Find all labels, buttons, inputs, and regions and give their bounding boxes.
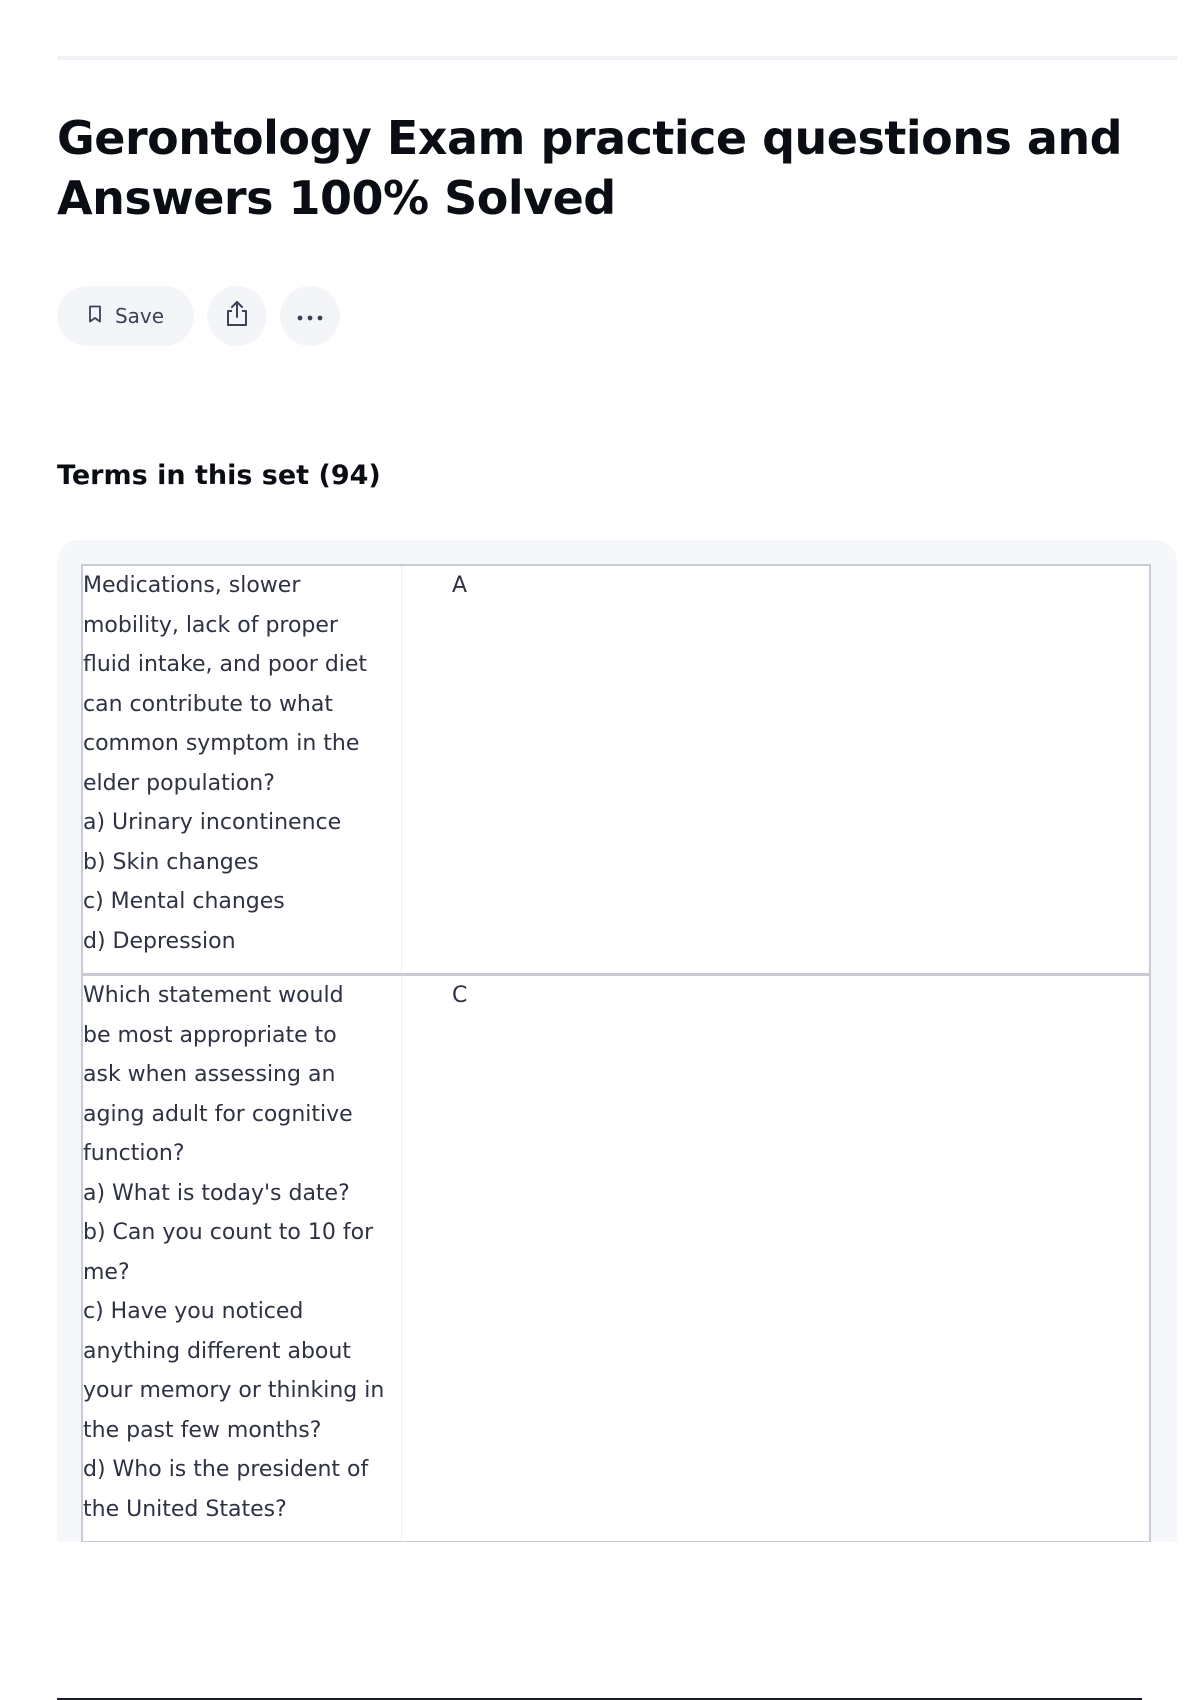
more-icon [295, 307, 325, 326]
term-line: your memory or thinking in [83, 1378, 385, 1403]
term-line: b) Skin changes [83, 849, 259, 875]
save-button[interactable] [57, 286, 194, 346]
term-line: a) What is today's date? [83, 1180, 350, 1206]
term-line: be most appropriate to [83, 1022, 337, 1048]
more-options-button[interactable] [280, 286, 340, 346]
share-button[interactable] [207, 286, 267, 346]
term-line: the past few months? [83, 1417, 322, 1443]
term-line: b) Can you count to 10 for [83, 1220, 374, 1245]
page-title-line-2: Answers 100% Solved [57, 171, 616, 225]
term-line: aging adult for cognitive [83, 1101, 353, 1127]
term-text [82, 565, 402, 975]
term-line: c) Have you noticed [83, 1299, 304, 1324]
term-line: function? [83, 1141, 185, 1166]
bookmark-icon [87, 304, 103, 328]
term-line: c) Mental changes [83, 889, 285, 914]
term-line: ask when assessing an [83, 1062, 336, 1087]
definition-text: C [402, 975, 1151, 1543]
term-line: d) Depression [83, 928, 236, 954]
term-line: fluid intake, and poor diet [83, 652, 368, 677]
term-line: mobility, lack of proper [83, 612, 338, 638]
share-icon [223, 299, 251, 333]
header-divider [57, 56, 1177, 60]
term-row [82, 565, 1150, 975]
term-line: me? [83, 1259, 130, 1285]
terms-panel [57, 540, 1177, 1542]
term-row [82, 975, 1150, 1543]
term-line: Medications, slower [83, 573, 301, 598]
term-line: Which statement would [83, 983, 344, 1008]
term-line: d) Who is the president of [83, 1457, 369, 1482]
page-title [57, 108, 1137, 228]
terms-table [81, 564, 1151, 1542]
page-title-line-1: Gerontology Exam practice questions and [57, 111, 1123, 165]
terms-heading: Terms in this set (94) [57, 460, 381, 491]
action-bar [57, 286, 340, 346]
term-line: common symptom in the [83, 731, 360, 756]
term-line: anything different about [83, 1338, 351, 1364]
definition-text: A [402, 565, 1151, 975]
term-line: the United States? [83, 1496, 287, 1522]
term-line: can contribute to what [83, 691, 333, 717]
term-line: a) Urinary incontinence [83, 810, 342, 835]
term-text [82, 975, 402, 1543]
save-label: Save [114, 304, 165, 328]
term-line: elder population? [83, 770, 275, 796]
